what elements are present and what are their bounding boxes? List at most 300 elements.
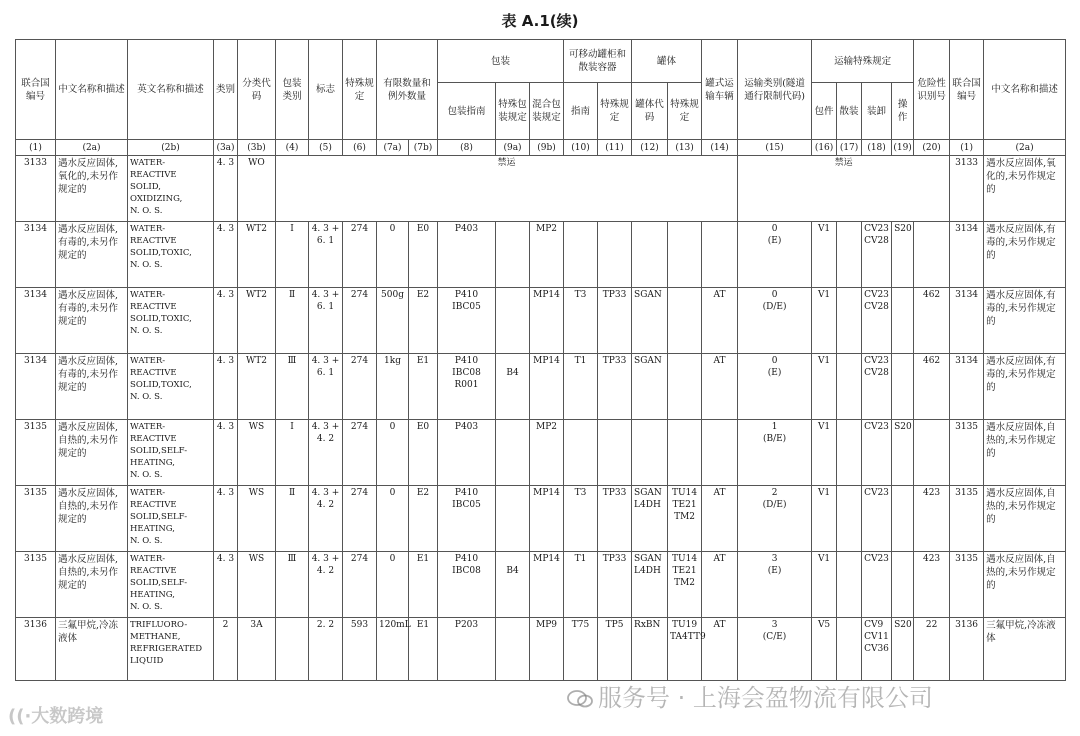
header-packing-instructions: 包装指南 (438, 83, 496, 140)
text-line: 1 (771, 422, 778, 432)
cell-special-provisions: 274 (343, 354, 377, 420)
cell-tank-vehicle (702, 222, 738, 288)
text-line: CV23 (864, 422, 889, 432)
text-line: SOLID,SELF- (130, 578, 188, 588)
text-line: (D/E) (762, 302, 787, 312)
cell-limited-qty: 0 (377, 222, 409, 288)
cell-class-code: 3A (238, 618, 276, 681)
text-line: REACTIVE (130, 368, 177, 378)
watermark-logo-icon: ((· (8, 706, 32, 727)
cell-packing-instructions (438, 222, 496, 288)
table-row (16, 486, 1066, 552)
text-line: SOLID,SELF- (130, 512, 188, 522)
text-line: TE21 (672, 500, 697, 510)
cell-packing-instructions (438, 420, 496, 486)
text-line: P403 (454, 422, 479, 432)
cell-tank-code (632, 420, 668, 486)
column-number: (5) (309, 140, 343, 156)
text-line: TRIFLUORO- (130, 620, 188, 630)
cell-special-packing (496, 552, 530, 618)
cell-pt-instructions (564, 420, 598, 486)
cell-tank-code (632, 618, 668, 681)
text-line: SGAN (634, 356, 662, 366)
text-line: SOLID,TOXIC, (130, 248, 192, 258)
cell-un-no: 3134 (16, 354, 56, 420)
text-line: 4. 3 + (311, 488, 340, 498)
cell-packing-instructions (438, 288, 496, 354)
column-number: (2b) (128, 140, 214, 156)
text-line: (C/E) (762, 632, 787, 642)
cell-name-zh-repeat: 遇水反应固体,自热的,未另作规定的 (984, 486, 1066, 552)
text-line: WATER- (130, 158, 166, 168)
cell-class-code: WS (238, 420, 276, 486)
cell-class-code: WT2 (238, 354, 276, 420)
header-lq-eq: 有限数量和例外数量 (377, 40, 438, 140)
cell-tank-special (668, 354, 702, 420)
cell-bulk (837, 420, 862, 486)
cell-loading (862, 486, 892, 552)
cell-name-zh-repeat: 遇水反应固体,自热的,未另作规定的 (984, 420, 1066, 486)
cell-limited-qty: 500g (377, 288, 409, 354)
cell-hazard-id: 423 (914, 552, 950, 618)
cell-name-zh-repeat: 遇水反应固体,有毒的,未另作规定的 (984, 222, 1066, 288)
cell-pt-special: TP5 (598, 618, 632, 681)
cell-pt-special: TP33 (598, 354, 632, 420)
cell-packages: V1 (812, 420, 837, 486)
text-line: CV23 (864, 224, 889, 234)
text-line: CV36 (864, 644, 889, 654)
text-line: CV9 (864, 620, 884, 630)
column-number: (13) (668, 140, 702, 156)
cell-prohibited: 禁运 (276, 156, 738, 222)
cell-class: 4. 3 (214, 486, 238, 552)
text-line: R001 (454, 380, 479, 390)
cell-un-no-repeat: 3135 (950, 552, 984, 618)
header-mixed-packing: 混合包装规定 (530, 83, 564, 140)
cell-operation (892, 354, 914, 420)
cell-class: 4. 3 (214, 354, 238, 420)
text-line: P410 (454, 290, 479, 300)
text-line (498, 487, 527, 499)
text-line: HEATING, (130, 458, 175, 468)
cell-tank-vehicle: AT (702, 552, 738, 618)
text-line: WATER- (130, 422, 166, 432)
header-hazard-id: 危险性识别号 (914, 40, 950, 140)
table-row (16, 222, 1066, 288)
cell-transport-category (738, 420, 812, 486)
cell-limited-qty: 0 (377, 420, 409, 486)
text-line: CV11 (864, 632, 889, 642)
text-line (670, 289, 699, 301)
cell-special-packing (496, 486, 530, 552)
cell-special-provisions: 593 (343, 618, 377, 681)
cell-pt-special: TP33 (598, 486, 632, 552)
text-line: SOLID,SELF- (130, 446, 188, 456)
cell-tank-special (668, 552, 702, 618)
cell-class: 4. 3 (214, 156, 238, 222)
text-line: REACTIVE (130, 500, 177, 510)
header-tanks: 罐体 (632, 40, 702, 83)
text-line: TU14 (672, 554, 698, 564)
cell-name-en (128, 618, 214, 681)
cell-name-zh: 遇水反应固体,氧化的,未另作规定的 (56, 156, 128, 222)
cell-un-no-repeat: 3133 (950, 156, 984, 222)
text-line: SGAN (634, 554, 662, 564)
cell-bulk (837, 618, 862, 681)
cell-tank-special (668, 618, 706, 681)
text-line: N. O. S. (130, 206, 163, 216)
text-line: N. O. S. (130, 536, 163, 546)
cell-un-no-repeat: 3136 (950, 618, 984, 681)
cell-bulk (837, 486, 862, 552)
cell-excepted-qty: E2 (409, 486, 438, 552)
header-tank-special: 特殊规定 (668, 83, 702, 140)
cell-un-no: 3134 (16, 288, 56, 354)
text-line: HEATING, (130, 524, 175, 534)
dangerous-goods-table (15, 39, 1066, 681)
watermark-service-account (566, 678, 1026, 713)
text-line: TU14 (672, 488, 698, 498)
text-line (498, 355, 527, 367)
cell-prohibited: 禁运 (738, 156, 950, 222)
header-transport-special: 运输特殊规定 (812, 40, 914, 83)
column-number: (6) (343, 140, 377, 156)
text-line: N. O. S. (130, 326, 163, 336)
text-line: L4DH (634, 566, 661, 576)
column-number-row (16, 140, 1066, 156)
cell-packing-instructions (438, 618, 496, 681)
text-line: IBC08 (452, 368, 481, 378)
cell-class-code: WO (238, 156, 276, 222)
text-line: 4. 3 + (311, 554, 340, 564)
cell-un-no: 3133 (16, 156, 56, 222)
table-row (16, 354, 1066, 420)
cell-class: 4. 3 (214, 552, 238, 618)
text-line: TM2 (674, 512, 696, 522)
cell-un-no-repeat: 3134 (950, 288, 984, 354)
cell-name-en (128, 552, 214, 618)
cell-packing-group: Ⅱ (276, 288, 309, 354)
cell-un-no-repeat: 3134 (950, 222, 984, 288)
cell-pt-instructions: T75 (564, 618, 598, 681)
text-line: 3 (771, 620, 778, 630)
cell-operation (892, 288, 914, 354)
header-pt-instructions: 指南 (564, 83, 598, 140)
text-line: REACTIVE (130, 566, 177, 576)
text-line: WATER- (130, 290, 166, 300)
cell-special-packing (496, 222, 530, 288)
text-line: IBC08 (452, 566, 481, 576)
text-line (498, 421, 527, 433)
cell-packing-group: Ⅱ (276, 486, 309, 552)
column-number: (17) (837, 140, 862, 156)
column-number: (19) (892, 140, 914, 156)
text-line: P403 (454, 224, 479, 234)
cell-tank-code (632, 552, 668, 618)
cell-name-zh: 遇水反应固体,有毒的,未另作规定的 (56, 222, 128, 288)
text-line: SOLID, (130, 182, 162, 192)
cell-labels (309, 552, 343, 618)
cell-loading (862, 288, 892, 354)
header-transport-category: 运输类别(隧道通行限制代码) (738, 40, 812, 140)
cell-packing-group: Ⅲ (276, 354, 309, 420)
cell-name-zh-repeat: 遇水反应固体,有毒的,未另作规定的 (984, 354, 1066, 420)
column-number: (1) (16, 140, 56, 156)
cell-mixed-packing: MP2 (530, 222, 564, 288)
header-portable-tanks: 可移动罐柜和散装容器 (564, 40, 632, 83)
header-pt-special: 特殊规定 (598, 83, 632, 140)
watermark-text: 服务号 · 上海会盈物流有限公司 (598, 684, 933, 712)
text-line: 6. 1 (316, 368, 335, 378)
cell-name-zh: 遇水反应固体,自热的,未另作规定的 (56, 486, 128, 552)
cell-un-no: 3136 (16, 618, 56, 681)
text-line: 4. 3 + (311, 356, 340, 366)
cell-bulk (837, 354, 862, 420)
text-line (670, 355, 699, 367)
text-line: L4DH (634, 500, 661, 510)
cell-name-en (128, 420, 214, 486)
cell-un-no-repeat: 3134 (950, 354, 984, 420)
cell-class: 4. 3 (214, 420, 238, 486)
text-line: 4. 3 + (311, 224, 340, 234)
column-number: (3a) (214, 140, 238, 156)
cell-name-zh: 遇水反应固体,有毒的,未另作规定的 (56, 354, 128, 420)
text-line: REACTIVE (130, 302, 177, 312)
text-line: (B/E) (762, 434, 787, 444)
cell-class: 4. 3 (214, 222, 238, 288)
header-operation: 操作 (892, 83, 914, 140)
header-labels: 标志 (309, 40, 343, 140)
cell-packages: V5 (812, 618, 837, 681)
column-number: (18) (862, 140, 892, 156)
text-line: IBC05 (452, 302, 481, 312)
cell-loading (862, 222, 892, 288)
cell-name-zh-repeat: 遇水反应固体,氧化的,未另作规定的 (984, 156, 1066, 222)
cell-limited-qty: 1kg (377, 354, 409, 420)
cell-pt-instructions (564, 222, 598, 288)
cell-operation: S20 (892, 420, 914, 486)
table-row (16, 420, 1066, 486)
cell-hazard-id: 462 (914, 354, 950, 420)
cell-pt-special: TP33 (598, 288, 632, 354)
cell-mixed-packing: MP9 (530, 618, 564, 681)
cell-tank-vehicle: AT (702, 288, 738, 354)
cell-tank-vehicle: AT (702, 486, 738, 552)
cell-name-en (128, 486, 214, 552)
cell-class-code: WS (238, 486, 276, 552)
text-line: 0 (771, 224, 778, 234)
cell-transport-category (738, 486, 812, 552)
cell-un-no-repeat: 3135 (950, 486, 984, 552)
column-number: (11) (598, 140, 632, 156)
cell-packing-group (276, 618, 309, 681)
header-name-zh: 中文名称和描述 (56, 40, 128, 140)
column-number: (9b) (530, 140, 564, 156)
text-line: REACTIVE (130, 236, 177, 246)
cell-hazard-id: 423 (914, 486, 950, 552)
header-special-provisions: 特殊规定 (343, 40, 377, 140)
cell-class-code: WT2 (238, 222, 276, 288)
text-line: 2. 2 (316, 620, 335, 630)
text-line: B4 (506, 368, 519, 378)
text-line: CV23 (864, 356, 889, 366)
cell-limited-qty: 120mL (377, 618, 409, 681)
cell-excepted-qty: E2 (409, 288, 438, 354)
column-number: (8) (438, 140, 496, 156)
text-line: (E) (767, 236, 782, 246)
cell-un-no: 3134 (16, 222, 56, 288)
cell-excepted-qty: E1 (409, 552, 438, 618)
text-line (498, 553, 527, 565)
cell-pt-special (598, 420, 632, 486)
text-line: RxBN (634, 620, 661, 630)
cell-name-zh-repeat: 三氟甲烷,冷冻液体 (984, 618, 1066, 681)
text-line: REACTIVE (130, 434, 177, 444)
cell-pt-instructions: T3 (564, 288, 598, 354)
cell-tank-code (632, 288, 668, 354)
text-line: 4. 2 (316, 434, 335, 444)
text-line: SGAN (634, 290, 662, 300)
cell-labels (309, 420, 343, 486)
cell-mixed-packing: MP2 (530, 420, 564, 486)
cell-packing-instructions (438, 552, 496, 618)
text-line: WATER- (130, 356, 166, 366)
table-row (16, 618, 1066, 681)
cell-operation (892, 486, 914, 552)
cell-hazard-id: 22 (914, 618, 950, 681)
cell-tank-vehicle: AT (702, 618, 738, 681)
text-line: TU19 (672, 620, 698, 630)
cell-excepted-qty: E0 (409, 420, 438, 486)
text-line: HEATING, (130, 590, 175, 600)
cell-mixed-packing: MP14 (530, 486, 564, 552)
text-line: OXIDIZING, (130, 194, 183, 204)
cell-pt-special (598, 222, 632, 288)
cell-name-en (128, 156, 214, 222)
cell-transport-category (738, 222, 812, 288)
cell-special-packing (496, 288, 530, 354)
text-line (670, 223, 699, 235)
cell-mixed-packing: MP14 (530, 552, 564, 618)
cell-labels (309, 354, 343, 420)
cell-mixed-packing: MP14 (530, 288, 564, 354)
cell-name-zh: 三氟甲烷,冷冻液体 (56, 618, 128, 681)
cell-special-provisions: 274 (343, 552, 377, 618)
text-line: REACTIVE (130, 170, 177, 180)
text-line: 4. 3 + (311, 290, 340, 300)
cell-name-zh-repeat: 遇水反应固体,有毒的,未另作规定的 (984, 288, 1066, 354)
table-title: 表 A.1(续) (501, 12, 579, 30)
text-line: 4. 3 + (311, 422, 340, 432)
cell-class-code: WT2 (238, 288, 276, 354)
cell-packing-group: Ⅰ (276, 222, 309, 288)
cell-class: 2 (214, 618, 238, 681)
header-bulk: 散装 (837, 83, 862, 140)
text-line: WATER- (130, 488, 166, 498)
column-number: (15) (738, 140, 812, 156)
text-line: SGAN (634, 488, 662, 498)
text-line (498, 223, 527, 235)
cell-hazard-id: 462 (914, 288, 950, 354)
cell-labels (309, 618, 343, 681)
cell-tank-code (632, 486, 668, 552)
cell-tank-vehicle: AT (702, 354, 738, 420)
header-un-no-repeat: 联合国编号 (950, 40, 984, 140)
header-class-code: 分类代码 (238, 40, 276, 140)
cell-loading (862, 420, 892, 486)
text-line: P410 (454, 488, 479, 498)
text-line: 0 (771, 290, 778, 300)
cell-loading (862, 354, 892, 420)
text-line: SOLID,TOXIC, (130, 380, 192, 390)
cell-operation (892, 552, 914, 618)
header-loading: 装卸 (862, 83, 892, 140)
header-packaging: 包装 (438, 40, 564, 83)
cell-limited-qty: 0 (377, 552, 409, 618)
cell-bulk (837, 288, 862, 354)
text-line: 4. 2 (316, 500, 335, 510)
cell-packing-group: Ⅰ (276, 420, 309, 486)
cell-tank-code (632, 222, 668, 288)
text-line: TE21 (672, 566, 697, 576)
cell-packages: V1 (812, 354, 837, 420)
header-class: 类别 (214, 40, 238, 140)
cell-transport-category (738, 552, 812, 618)
cell-mixed-packing: MP14 (530, 354, 564, 420)
text-line: (D/E) (762, 500, 787, 510)
cell-transport-category (738, 288, 812, 354)
column-number: (12) (632, 140, 668, 156)
header-un-no: 联合国编号 (16, 40, 56, 140)
watermark-corner (8, 702, 103, 728)
cell-excepted-qty: E1 (409, 354, 438, 420)
cell-hazard-id (914, 222, 950, 288)
cell-un-no: 3135 (16, 486, 56, 552)
column-number: (3b) (238, 140, 276, 156)
column-number: (16) (812, 140, 837, 156)
text-line: 3 (771, 554, 778, 564)
cell-loading (862, 552, 892, 618)
cell-name-zh: 遇水反应固体,自热的,未另作规定的 (56, 420, 128, 486)
cell-pt-instructions: T1 (564, 552, 598, 618)
cell-transport-category (738, 618, 812, 681)
text-line: CV28 (864, 368, 889, 378)
text-line: 2 (771, 488, 778, 498)
column-number: (4) (276, 140, 309, 156)
cell-hazard-id (914, 420, 950, 486)
cell-operation: S20 (892, 222, 914, 288)
cell-pt-instructions: T1 (564, 354, 598, 420)
cell-un-no-repeat: 3135 (950, 420, 984, 486)
cell-tank-special (668, 288, 702, 354)
text-line: N. O. S. (130, 602, 163, 612)
cell-special-provisions: 274 (343, 420, 377, 486)
cell-name-zh: 遇水反应固体,有毒的,未另作规定的 (56, 288, 128, 354)
text-line: N. O. S. (130, 392, 163, 402)
cell-tank-special (668, 222, 702, 288)
column-number: (7a) (377, 140, 409, 156)
cell-special-provisions: 274 (343, 222, 377, 288)
cell-labels (309, 288, 343, 354)
text-line (498, 289, 527, 301)
cell-special-packing (496, 618, 530, 681)
text-line: WATER- (130, 554, 166, 564)
cell-special-packing (496, 420, 530, 486)
column-number: (20) (914, 140, 950, 156)
text-line: TM2 (674, 578, 696, 588)
text-line (670, 421, 699, 433)
column-number: (1) (950, 140, 984, 156)
